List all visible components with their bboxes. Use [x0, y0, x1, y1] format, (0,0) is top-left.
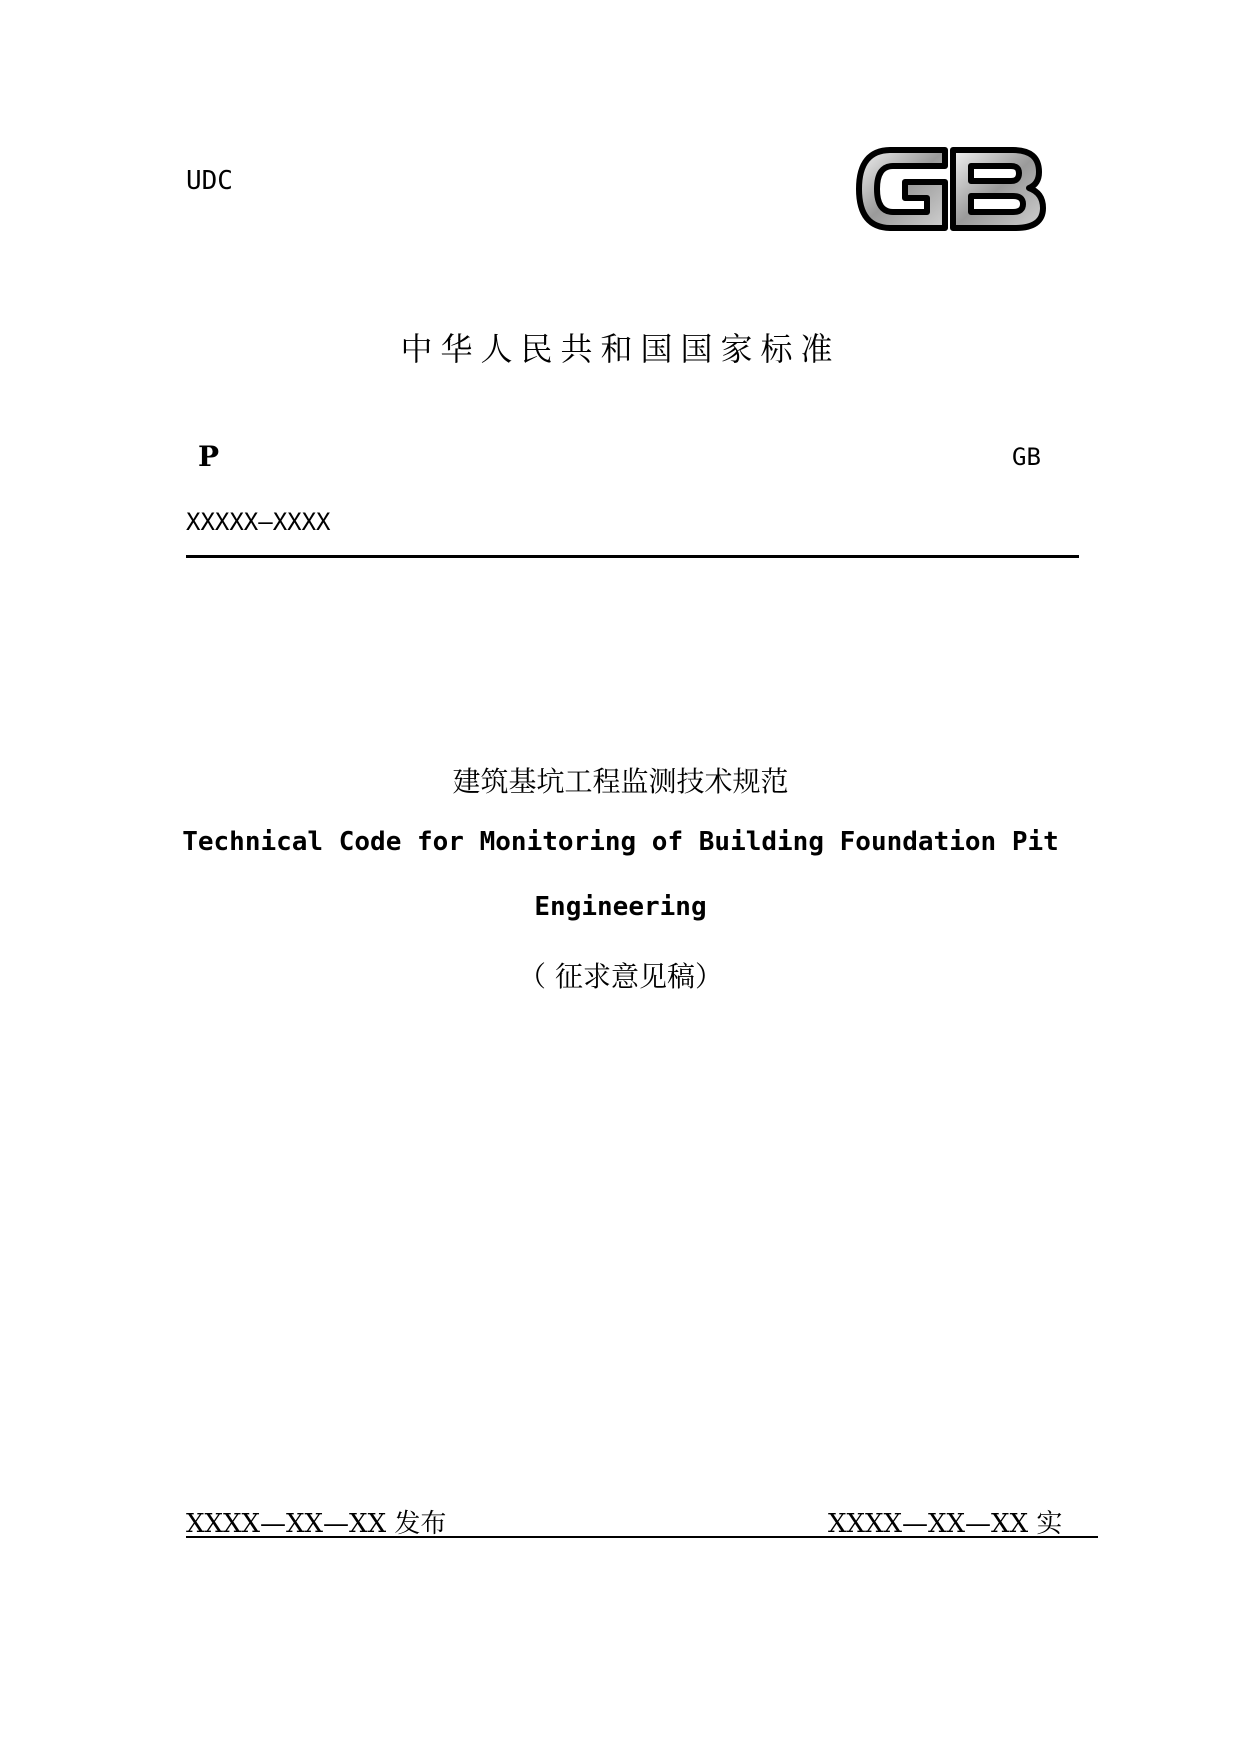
standard-number: XXXXX—XXXX [186, 508, 331, 536]
implementation-date: XXXX—XX—XX 实 [828, 1509, 1063, 1539]
english-title-line1: Technical Code for Monitoring of Building Foundation Pit [182, 827, 1059, 857]
udc-label: UDC [186, 166, 233, 196]
chinese-title: 建筑基坑工程监测技术规范 [452, 765, 789, 798]
english-title-line2: Engineering [534, 892, 707, 922]
gb-label: GB [1012, 443, 1041, 471]
national-standard-title: 中华人民共和国国家标准 [400, 330, 841, 368]
header-divider [186, 555, 1079, 558]
category-code: P [198, 440, 220, 473]
footer-divider [186, 1536, 1098, 1538]
gb-logo [853, 136, 1049, 242]
draft-note: （ 征求意见稿） [518, 960, 723, 993]
publish-date: XXXX—XX—XX 发布 [186, 1509, 447, 1539]
